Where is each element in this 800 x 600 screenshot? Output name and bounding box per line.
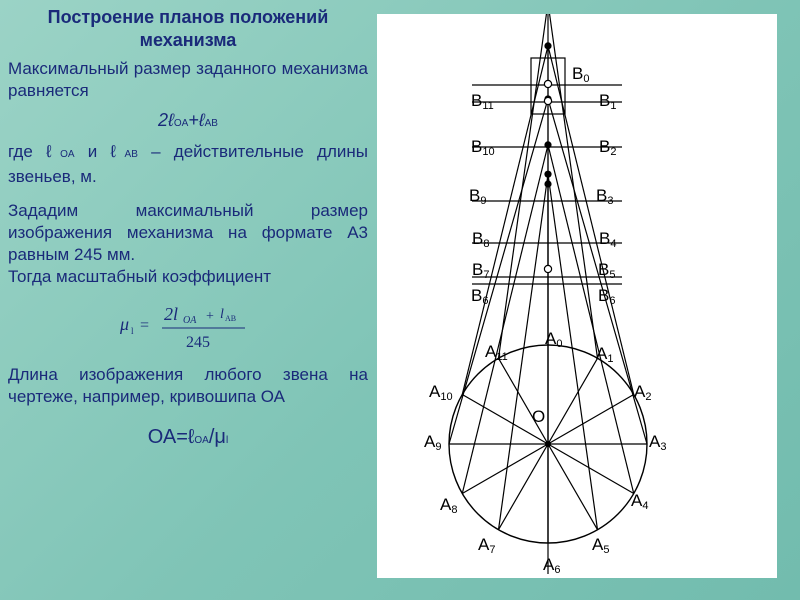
page-title: Построение планов положений механизма <box>47 7 329 50</box>
text-subscript: OA <box>60 149 75 160</box>
b-point <box>544 42 551 49</box>
formula-term: 2ℓ <box>158 110 174 130</box>
a-label: A9 <box>424 432 442 453</box>
a-label: A2 <box>634 382 652 403</box>
intro-text: Максимальный размер заданного механизма равняется <box>8 59 368 100</box>
a-label: A8 <box>440 495 458 516</box>
a-label: A6 <box>543 555 561 576</box>
connecting-rod <box>548 145 634 494</box>
a-label: A1 <box>596 344 614 365</box>
mu-l2: l <box>220 307 224 322</box>
a-label: A3 <box>649 432 667 453</box>
b-point <box>544 171 551 178</box>
a-label: A0 <box>545 329 563 350</box>
text-column <box>8 6 368 449</box>
a-label: A10 <box>429 382 453 403</box>
b-label: B10 <box>471 137 495 158</box>
a-label: A5 <box>592 535 610 556</box>
b-label: B0 <box>572 64 590 85</box>
length-text: Длина изображения любого звена на чертеже, например, кривошипа ОА <box>8 365 368 406</box>
formula-term: /μ <box>208 426 226 448</box>
mechanism-diagram-panel <box>377 14 777 578</box>
formula-subscript: OA <box>173 118 189 129</box>
mechanism-diagram <box>377 14 777 578</box>
b-label: B11 <box>471 91 494 112</box>
connecting-rod <box>449 99 548 444</box>
formula-term: +ℓ <box>188 110 205 130</box>
formula-subscript: AB <box>204 118 218 129</box>
max-size-formula <box>8 110 368 131</box>
b-label: B6 <box>598 286 616 307</box>
where-text <box>8 141 368 188</box>
a-label: A7 <box>478 535 496 556</box>
b11-point <box>544 97 551 104</box>
text-run: ℓ <box>46 142 61 161</box>
coef-text: Тогда масштабный коэффициент <box>8 267 272 286</box>
mu-denominator: 245 <box>186 334 210 351</box>
text-run: где <box>8 142 47 161</box>
b-label: B3 <box>596 186 614 207</box>
b5-point <box>544 265 551 272</box>
mu-plus: + <box>206 309 214 324</box>
mu-symbol: μ <box>120 314 130 334</box>
b0-point <box>544 80 551 87</box>
a-label: A4 <box>631 491 649 512</box>
text-run: – действительные длины звеньев, м. <box>8 142 368 186</box>
mu-numerator: 2l <box>164 304 179 324</box>
text-run: и <box>74 142 111 161</box>
b-label: B1 <box>599 91 617 112</box>
formula-subscript: l <box>225 435 229 446</box>
b-label: B2 <box>599 137 617 158</box>
b-label: B5 <box>598 260 616 281</box>
a-label: A11 <box>485 342 508 363</box>
mu-subscript: l <box>131 326 134 336</box>
text-subscript: AB <box>124 149 138 160</box>
connecting-rod <box>548 174 598 530</box>
mu-l2-sub: AB <box>225 314 237 323</box>
center-point <box>545 441 551 447</box>
b-label: B6 <box>471 286 489 307</box>
b-point <box>544 180 551 187</box>
mu-equals: = <box>140 317 150 334</box>
mu-numerator-sub: OA <box>183 315 197 326</box>
formula-subscript: OA <box>194 435 209 446</box>
b-label: B9 <box>469 186 487 207</box>
b-label: B7 <box>472 260 490 281</box>
oa-formula <box>8 426 368 449</box>
mu-formula <box>8 292 368 352</box>
scale-text: Зададим максимальный размер изображения механизма на формате А3 равным 245 мм. <box>8 201 368 264</box>
text-run: ℓ <box>110 142 125 161</box>
mu-formula-svg <box>120 292 280 352</box>
b-point <box>544 141 551 148</box>
center-label: O <box>532 407 546 426</box>
formula-term: ОА=ℓ <box>147 426 195 448</box>
b-label: B4 <box>599 229 617 250</box>
b-label: B8 <box>472 229 490 250</box>
